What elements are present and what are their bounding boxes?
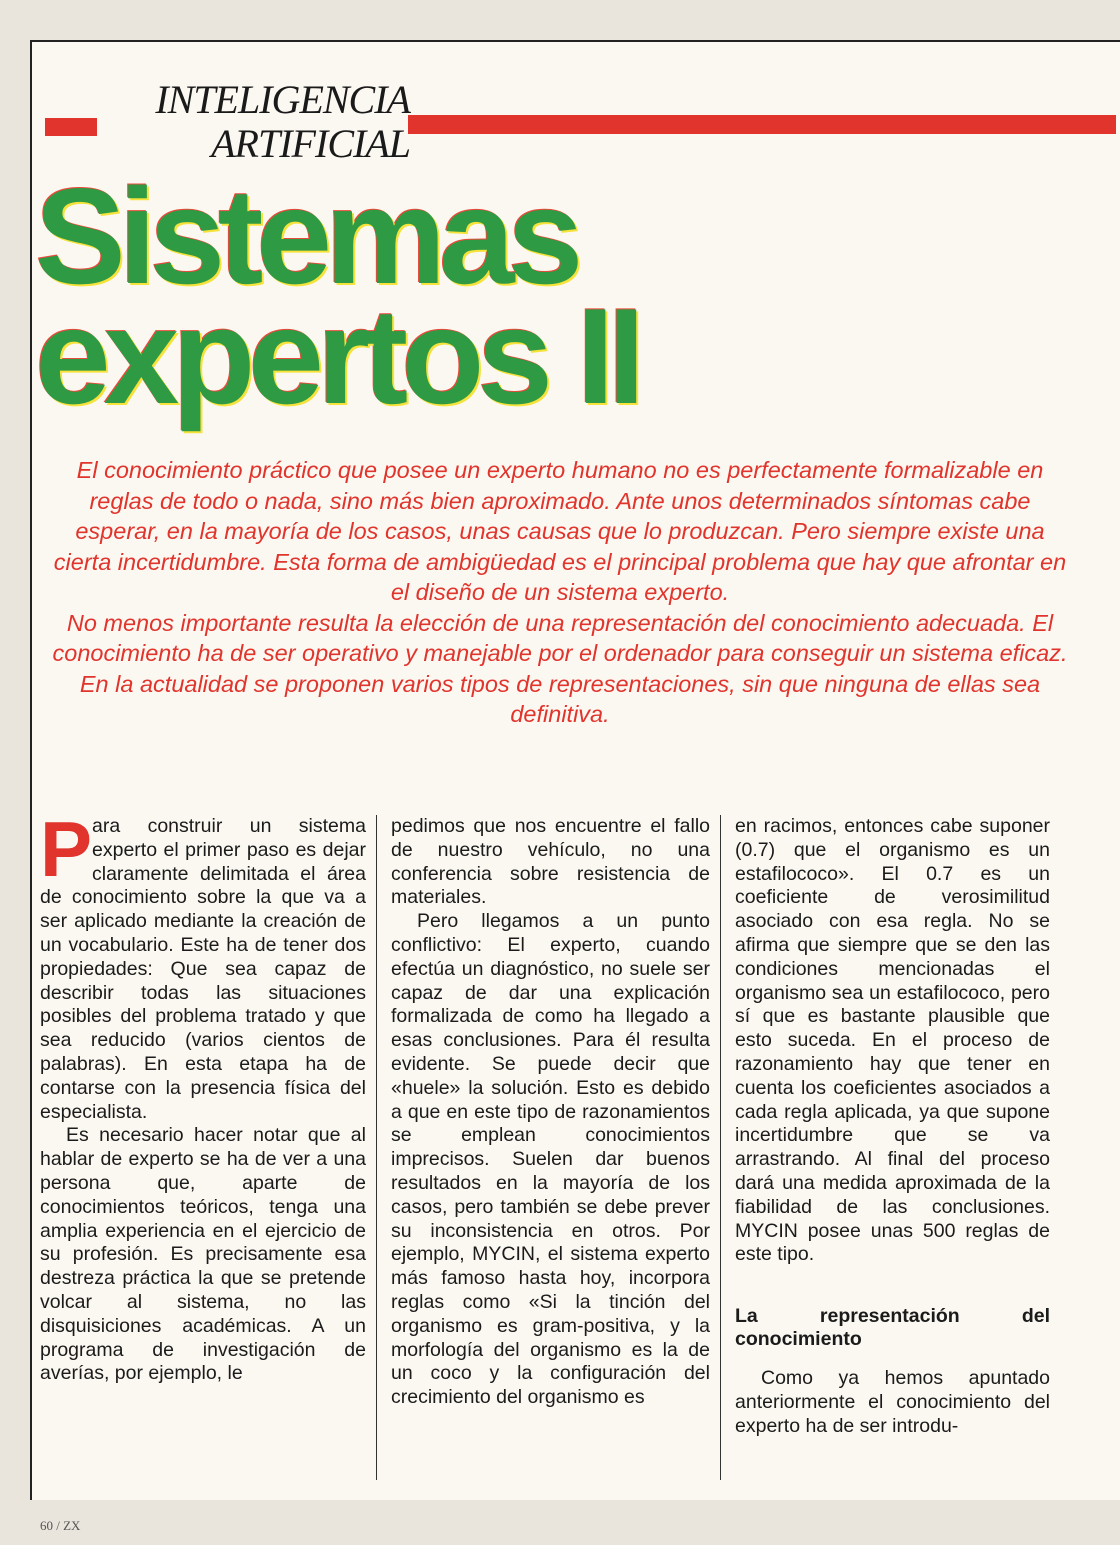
column-2 [376, 815, 720, 1480]
column-1-paragraph-1 [40, 805, 366, 1124]
page-folio: 60 / ZX [40, 1518, 81, 1533]
section-title-line1: INTELIGENCIA [155, 77, 410, 122]
intro-paragraph-1: El conocimiento práctico que posee un experto humano no es perfectamente formalizable en reglas de todo o nada, sino más bien aproximado. Ante unos determinados síntomas cabe esperar, en la mayoría de los casos, unas causas que lo produzcan. Pero siempre existe una cierta incertidumbre. Esta forma de ambigüedad es el principal problema que hay que afrontar en el diseño de un sistema experto. [53, 457, 1067, 605]
section-title-line2: ARTIFICIAL [211, 121, 410, 166]
intro-lead [50, 455, 1070, 730]
drop-cap: P [40, 805, 93, 893]
column-2-paragraph-2: Pero llegamos a un punto conflictivo: El experto, cuando efectúa un diagnóstico, no suele ser capaz de dar una explicación formalizada de como ha llegado a esas conclusiones. Para él resulta evidente. Se puede decir que «huele» la solución. Esto es debido a que en este tipo de razonamientos se emplean conocimientos imprecisos. Suelen dar buenos resultados en la mayoría de los casos, pero también se debe prever su inconsistencia en otros. Por ejemplo, MYCIN, el sistema experto más famoso hasta hoy, incorpora reglas como «Si la tinción del organismo es gram-positiva, y la morfología del organismo es la de un coco y la configuración del crecimiento del organismo es [391, 910, 710, 1409]
column-3 [720, 815, 1050, 1480]
column-1-paragraph-1-text: ara construir un sistema experto el primer paso es dejar claramente delimitada el área de conocimiento sobre la que va a ser aplicado mediante la creación de un vocabulario. Este ha de tener dos propiedades: Que sea capaz de describir todas las situaciones posibles del problema tratado y que sea reducido (varios cientos de palabras). En esta etapa ha de contarse con la presencia física del especialista. [40, 815, 366, 1123]
column-1 [40, 805, 376, 1480]
section-title [100, 78, 410, 166]
intro-paragraph-2: No menos importante resulta la elección de una representación del conocimiento adecuada. El conocimiento ha de ser operativo y manejable por el ordenador para conseguir un sistema eficaz. En la actualidad se proponen varios tipos de representaciones, sin que ninguna de ellas sea definitiva. [52, 609, 1068, 727]
column-2-paragraph-1: pedimos que nos encuentre el fallo de nuestro vehículo, no una conferencia sobre resistencia de materiales. [391, 815, 710, 909]
article-title-line2: expertos II [35, 280, 639, 432]
body-columns [40, 805, 1050, 1480]
column-3-paragraph-2: Como ya hemos apuntado anteriormente el conocimiento del experto ha de ser introdu- [735, 1367, 1050, 1437]
column-1-paragraph-2: Es necesario hacer notar que al hablar de experto se ha de ver a una persona que, aparte de conocimientos teóricos, tenga una amplia experiencia en el ejercicio de su profesión. Es precisamente esa destreza práctica la que se pretende volcar al sistema, no las disquisiciones académicas. A un programa de investigación de averías, por ejemplo, le [40, 1124, 366, 1385]
red-rule-left [45, 118, 97, 136]
subheading: La representación del conocimiento [735, 1305, 1050, 1351]
article-title [35, 160, 675, 432]
article-title-line1: Sistemas [35, 160, 577, 312]
column-3-paragraph-1: en racimos, entonces cabe suponer (0.7) que el organismo es un estafilococo». El 0.7 es un coeficiente de verosimilitud asociado con esa regla. No se afirma que siempre que se den las condiciones mencionadas el organismo sea un estafilococo, pero sí que es bastante plausible que esto suceda. En el proceso de razonamiento hay que tener en cuenta los coeficientes asociados a cada regla aplicada, ya que supone incertidumbre que se va arrastrando. Al final del proceso dará una medida aproximada de la fiabilidad de las conclusiones. MYCIN posee unas 500 reglas de este tipo. [735, 815, 1050, 1266]
red-rule-right [408, 115, 1116, 134]
